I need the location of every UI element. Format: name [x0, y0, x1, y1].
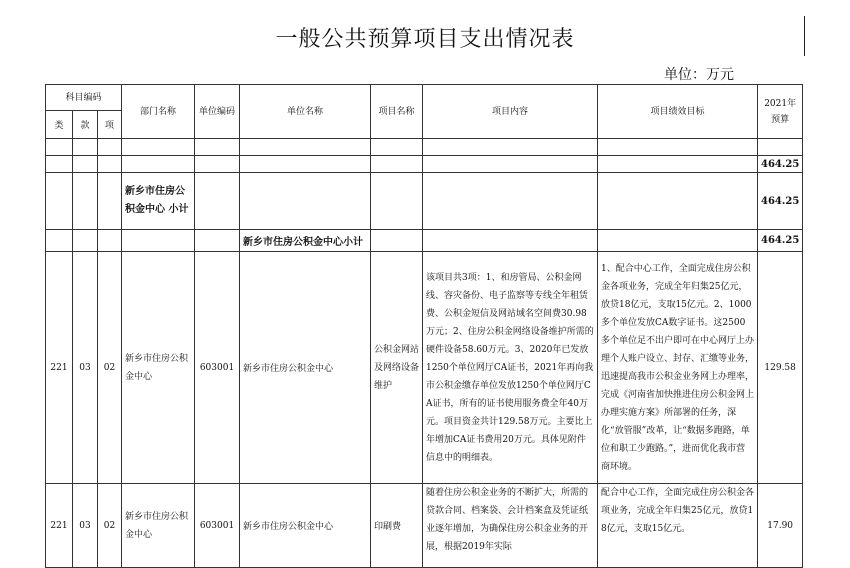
budget-header: 2021年预算	[758, 85, 803, 139]
table-row	[46, 173, 803, 230]
perf-target-header: 项目绩效目标	[598, 85, 758, 139]
lei-header: 类	[46, 111, 73, 139]
item1-kuan: 03	[73, 252, 98, 484]
item2-dept: 新乡市住房公积金中心	[122, 484, 195, 568]
total-budget: 464.25	[758, 156, 803, 173]
kuan-header: 款	[73, 111, 98, 139]
item2-kuan: 03	[73, 484, 98, 568]
item2-xiang: 02	[98, 484, 122, 568]
header-divider	[804, 16, 805, 56]
unit-subtotal-budget: 464.25	[758, 230, 803, 252]
item1-unit: 新乡市住房公积金中心	[240, 252, 371, 484]
item2-target: 配合中心工作，全面完成住房公积金各项业务，完成全年归集25亿元，放贷18亿元，支取15亿元。	[598, 484, 758, 568]
item1-budget: 129.58	[758, 252, 803, 484]
item2-project: 印刷费	[371, 484, 423, 568]
table-row	[46, 230, 803, 252]
item2-budget: 17.90	[758, 484, 803, 568]
item1-content: 该项目共3项：1、和房管局、公积金网线、容灾备份、电子监察等专线全年租赁费、公积金短信及网站域名空间费30.98万元；2、住房公积金网络设备维护所需的硬件设备58.60万元。3、2020年已发放1250个单位网厅CA证书，2021年再向我市公积金缴存单位发放1250个单位网厅CA证书，所有的证书使用服务费全年40万元。项目资金共计129.58万元。主要比上年增加CA证书费用20万元。具体见附件信息中的明细表。	[423, 252, 598, 484]
dept-name-header: 部门名称	[122, 85, 195, 139]
item2-unit: 新乡市住房公积金中心	[240, 484, 371, 568]
unit-label: 单位：万元	[664, 67, 734, 83]
xiang-header: 项	[98, 111, 122, 139]
item1-lei: 221	[46, 252, 73, 484]
table-row	[46, 252, 803, 484]
project-name-header: 项目名称	[371, 85, 423, 139]
table-row	[46, 484, 803, 568]
dept-subtotal-label: 新乡市住房公积金中心 小计	[122, 173, 195, 230]
item2-lei: 221	[46, 484, 73, 568]
page-title: 一般公共预算项目支出情况表	[275, 27, 575, 52]
item1-unit-code: 603001	[195, 252, 240, 484]
project-content-header: 项目内容	[423, 85, 598, 139]
unit-name-header: 单位名称	[240, 85, 371, 139]
item1-xiang: 02	[98, 252, 122, 484]
unit-subtotal-label: 新乡市住房公积金中心小计	[240, 230, 371, 252]
item1-target: 1、配合中心工作，全面完成住房公积金各项业务，完成全年归集25亿元，放贷18亿元，支取15亿元。2、1000多个单位发放CA数字证书。这2500多个单位足不出户即可在中心网厅上办理个人账户设立、封存、汇缴等业务，迅速提高我市公积金业务网上办理率，完成《河南省加快推进住房公积金网上办理实施方案》所部署的任务，深化“放管服”改革，让“数据多跑路，单位和职工少跑路。”，进而优化我市营商环境。	[598, 252, 758, 484]
dept-subtotal-budget: 464.25	[758, 173, 803, 230]
budget-table	[45, 84, 803, 568]
item1-project: 公积金网站及网络设备维护	[371, 252, 423, 484]
table-row	[46, 156, 803, 173]
subject-code-header: 科目编码	[46, 85, 122, 111]
item2-content: 随着住房公积金业务的不断扩大，所需的贷款合同、档案袋、会计档案盒及凭证纸业逐年增加，为确保住房公积金业务的开展，根据2019年实际	[423, 484, 598, 568]
item1-dept: 新乡市住房公积金中心	[122, 252, 195, 484]
item2-unit-code: 603001	[195, 484, 240, 568]
unit-code-header: 单位编码	[195, 85, 240, 139]
